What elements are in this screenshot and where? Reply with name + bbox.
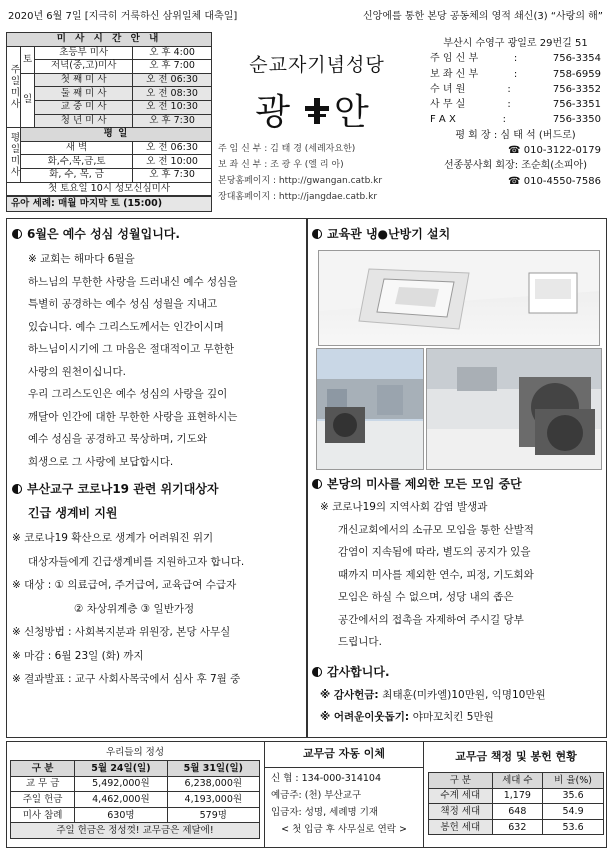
schedule-time: 오 후 4:00 <box>133 46 212 60</box>
contact-row: 주 임 신 부 : 756-3354 <box>430 53 601 65</box>
schedule-time: 오 후 7:00 <box>133 60 212 74</box>
schedule-mass: 화,수,목,금,토 <box>21 155 133 169</box>
section-body <box>12 248 304 473</box>
text-line: 때까지 미사를 제외한 연수, 피정, 기도회와 <box>338 568 534 581</box>
text-line: 하느님의 무한한 사랑을 드러내신 예수 성심을 <box>28 275 238 288</box>
funeral-service-president: 선종봉사회 회장: 조순희(소피아) <box>443 160 588 172</box>
text-line: 모임은 하실 수 없으며, 성당 내의 좁은 <box>338 591 514 603</box>
account-holder: 예금주: (천) 부산교구 <box>271 790 362 801</box>
text-line: 예수 성심을 공경하고 묵상하며, 기도와 <box>28 433 207 445</box>
motto: 신앙에를 통한 본당 공동체의 영적 쇄신(3) “사랑의 해” <box>363 11 603 22</box>
schedule-time: 오 전 08:30 <box>133 87 212 101</box>
ceiling-ac-image <box>319 251 600 346</box>
half-circle-icon <box>312 667 322 677</box>
contact-note: < 첫 입금 후 사무실로 연락 > <box>281 824 407 835</box>
contact-info <box>424 36 607 189</box>
header-cell: 구 분 <box>429 773 493 789</box>
text-line: 우리 그리스도인은 예수 성심의 사랑을 깊이 <box>28 388 228 400</box>
schedule-mass: 저녁(중,고)미사 <box>35 60 133 74</box>
text-line: 특별히 공경하는 예수 성심 성월을 지내고 <box>28 298 218 310</box>
schedule-mass: 둘 째 미 사 <box>35 87 133 101</box>
section-title: 교육관 냉●난방기 설치 <box>312 224 450 244</box>
cross-icon <box>302 96 332 126</box>
text-line: ※ 신청방법 : 사회복지분과 위원장, 본당 사무실 <box>12 626 231 638</box>
homepage-link[interactable]: 본당홈페이지 : http://gwangan.catb.kr <box>218 176 383 186</box>
contact-row: 사 무 실 : 756-3351 <box>430 99 601 111</box>
section-title: 6월은 예수 성심 성월입니다. <box>12 224 304 244</box>
section-body <box>312 496 604 654</box>
header-cell: 비 율(%) <box>543 773 604 789</box>
half-circle-icon <box>12 484 22 494</box>
right-column <box>312 474 604 728</box>
schedule-mass: 청 년 미 사 <box>35 114 133 128</box>
contact-row: 수 녀 원 : 756-3352 <box>430 83 601 95</box>
schedule-mass: 교 중 미 사 <box>35 100 133 114</box>
auto-transfer-box <box>264 741 424 848</box>
text-line: ※ 코로나19 확산으로 생계가 어려워진 위기 <box>12 532 214 544</box>
contact-row: 보 좌 신 부 : 758-6959 <box>430 68 601 80</box>
sun-label: 일 <box>21 73 35 127</box>
text-line: ② 차상위계층 ③ 일반가정 <box>74 602 195 615</box>
thanks-neighbors: ※ 어려운이웃돕기: 야마꼬치킨 5만원 <box>320 710 494 723</box>
column-divider <box>306 218 308 738</box>
offering-table <box>10 745 260 839</box>
weekday-title: 평 일 <box>21 128 212 142</box>
service-phone: ☎ 010-4550-7586 <box>508 175 601 187</box>
section-subtitle: 긴급 생계비 지원 <box>28 506 118 520</box>
section-title: 감사합니다. <box>312 662 604 682</box>
outdoor-unit-photo-right <box>426 348 602 470</box>
text-line: ※ 코로나19의 지역사회 감염 발생과 <box>320 501 488 513</box>
council-phone: ☎ 010-3122-0179 <box>508 145 601 157</box>
contact-row: F A X : 756-3350 <box>430 114 601 126</box>
outdoor-unit-photo-left <box>316 348 424 470</box>
auto-transfer-title: 교무금 자동 이체 <box>265 741 423 768</box>
text-line: ※ 결과발표 : 교구 사회사목국에서 심사 후 7월 중 <box>12 673 241 685</box>
title-block <box>214 32 420 212</box>
schedule-mass: 화, 수, 목, 금 <box>21 168 133 182</box>
header-bar <box>6 6 607 28</box>
section-title: 부산교구 코로나19 관련 위기대상자 <box>12 479 304 499</box>
ceiling-ac-photo <box>318 250 600 346</box>
address: 부산시 수영구 광일로 29번길 51 <box>443 38 588 49</box>
header-cell: 구 분 <box>11 761 75 777</box>
text-line: 깨달아 인간에 대한 무한한 사랑을 표현하시는 <box>28 410 238 423</box>
header-cell: 5월 31일(일) <box>167 761 259 777</box>
schedule-time: 오 전 06:30 <box>133 141 212 155</box>
weekday-mass-label: 평일미사 <box>7 128 21 182</box>
bulletin-name: 광 안 <box>255 92 379 133</box>
text-line: 개신교회에서의 소규모 모임을 통한 산발적 <box>338 523 534 536</box>
text-line: 사랑의 원천이십니다. <box>28 365 126 378</box>
tithe-table <box>428 772 604 835</box>
rooftop-image <box>317 349 424 470</box>
header-cell: 세대 수 <box>492 773 543 789</box>
table-row: 책정 세대 648 54.9 <box>429 804 604 820</box>
schedule-time: 오 전 10:00 <box>133 155 212 169</box>
table-row: 수계 세대 1,179 35.6 <box>429 788 604 804</box>
schedule-time: 오 전 06:30 <box>133 73 212 87</box>
text-line: 있습니다. 예수 그리스도께서는 인간이시며 <box>28 320 224 333</box>
section-title: 본당의 미사를 제외한 모든 모임 중단 <box>312 474 604 494</box>
left-column <box>12 224 304 692</box>
thanks-offering: ※ 감사헌금: 최태훈(미카엘)10만원, 익명10만원 <box>320 688 546 701</box>
schedule-mass: 초등부 미사 <box>35 46 133 60</box>
table-row: 미사 참례 630명 579명 <box>11 807 260 823</box>
header-cell: 5월 24일(일) <box>75 761 167 777</box>
schedule-mass: 새 벽 <box>21 141 133 155</box>
tithe-title: 교무금 책정 및 봉헌 현황 <box>455 750 577 763</box>
sat-label: 토 <box>21 46 35 73</box>
schedule-mass: 첫 째 미 사 <box>35 73 133 87</box>
pastor: 주 임 신 부 : 김 태 경 (세례자요한) <box>218 144 356 154</box>
mass-schedule-table <box>6 32 212 196</box>
half-circle-icon <box>12 229 22 239</box>
section-body <box>12 527 304 692</box>
text-line: 감염이 지속됨에 따라, 별도의 공지가 있을 <box>338 546 531 558</box>
table-row: 교 무 금 5,492,000원 6,238,000원 <box>11 776 260 792</box>
staff-list <box>218 141 418 205</box>
schedule-time: 오 전 10:30 <box>133 100 212 114</box>
text-line: 하느님이시기에 그 마음은 절대적이고 무한한 <box>28 343 235 355</box>
section-body <box>312 684 604 728</box>
text-line: 공간에서의 접촉을 자제하여 주시길 당부 <box>338 613 524 626</box>
depositor-note: 입금자: 성명, 세례명 기재 <box>271 807 379 818</box>
schedule-time: 오 후 7:30 <box>133 114 212 128</box>
parish-name: 순교자기념성당 <box>249 54 385 76</box>
text-line: 대상자들에게 긴급생계비를 지원하고자 합니다. <box>28 555 245 568</box>
text-line: 드립니다. <box>338 636 382 648</box>
assistant-pastor: 보 좌 신 부 : 조 광 우 (엘 리 아) <box>218 160 344 170</box>
council-president: 평 회 장 : 심 태 석 (버드로) <box>455 129 576 141</box>
text-line: ※ 마감 : 6월 23일 (화) 까지 <box>12 649 144 662</box>
text-line: 희생으로 그 사랑에 보답합시다. <box>28 455 174 468</box>
schedule-title: 미 사 시 간 안 내 <box>7 33 212 47</box>
first-saturday: 첫 토요일 10시 성모신심미사 <box>7 182 212 196</box>
date-line: 2020년 6월 7일 [지극히 거룩하신 삼위일체 대축일] <box>8 11 238 22</box>
table-row: 주일 헌금 4,462,000원 4,193,000원 <box>11 792 260 808</box>
offering-title: 우리들의 정성 <box>11 745 260 761</box>
table-row: 봉헌 세대 632 53.6 <box>429 819 604 835</box>
infant-baptism: 유아 세례: 매월 마지막 토 (15:00) <box>6 196 212 212</box>
bank-account: 신 협 : 134-000-314104 <box>271 773 382 784</box>
offering-note: 주일 헌금은 정성껏! 교무금은 제달에! <box>11 823 260 839</box>
schedule-time: 오 후 7:30 <box>133 168 212 182</box>
text-line: ※ 교회는 해마다 6월을 <box>28 253 135 265</box>
text-line: ※ 대상 : ① 의료급여, 주거급여, 교육급여 수급자 <box>12 579 237 591</box>
outdoor-unit-image <box>427 349 602 470</box>
sunday-mass-label: 주일미사 <box>7 46 21 128</box>
half-circle-icon <box>312 479 322 489</box>
half-circle-icon <box>312 229 322 239</box>
jangdae-link[interactable]: 장대홈페이지 : http://jangdae.catb.kr <box>218 192 378 202</box>
